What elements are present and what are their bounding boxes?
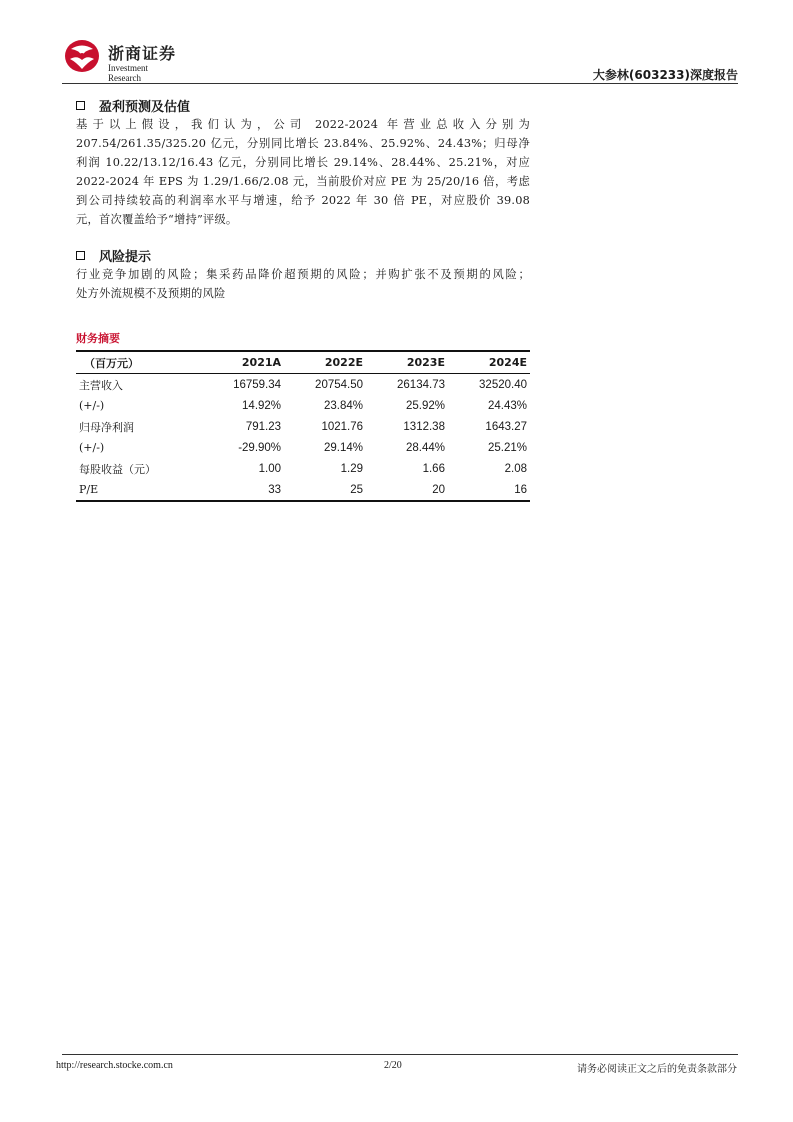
table-cell: 791.23	[245, 420, 282, 433]
footer-url-link[interactable]: http://research.stocke.com.cn	[56, 1060, 173, 1071]
paragraph-line: 207.54/261.35/325.20 亿元，分别同比增长 23.84%、25.92%、24.43%；归母净	[76, 137, 530, 150]
row-label: (+/-)	[79, 441, 105, 454]
paragraph-line: 到公司持续较高的利润率水平与增速，给予 2022 年 30 倍 PE，对应股价 39.08	[76, 194, 530, 207]
logo-mark-icon	[62, 38, 104, 74]
paragraph-line: 基于以上假设，我们认为，公司 2022-2024 年营业总收入分别为	[76, 118, 530, 131]
table-cell: 20	[432, 483, 445, 496]
table-cell: 26134.73	[397, 378, 445, 391]
table-row	[76, 374, 530, 396]
risk-section	[76, 245, 530, 303]
table-cell: 33	[268, 483, 282, 496]
table-cell: 16759.34	[233, 378, 282, 391]
table-cell: 1.66	[422, 462, 445, 475]
paragraph-line: 行业竞争加剧的风险；集采药品降价超预期的风险；并购扩张不及预期的风险；	[76, 268, 530, 281]
column-header: 2023E	[406, 356, 445, 369]
forecast-title: 盈利预测及估值	[99, 99, 191, 115]
table-row	[76, 395, 530, 416]
forecast-section	[76, 95, 530, 229]
page-header	[62, 38, 738, 84]
page-number: 2/20	[384, 1060, 402, 1071]
header-divider	[62, 83, 738, 84]
forecast-paragraph	[76, 115, 530, 229]
bullet-box-icon	[76, 101, 85, 110]
row-label: 每股收益（元）	[79, 462, 156, 476]
column-header: （百万元）	[84, 356, 139, 370]
disclaimer-note: 请务必阅读正文之后的免责条款部分	[577, 1064, 737, 1075]
table-cell: 23.84%	[324, 399, 364, 412]
table-row	[76, 479, 530, 501]
table-cell: 1643.27	[485, 420, 527, 433]
financial-summary-table	[76, 350, 530, 502]
table-cell: 14.92%	[242, 399, 282, 412]
row-label: 主营收入	[79, 378, 123, 392]
logo-chinese-name: 浙商证券	[108, 44, 177, 63]
risk-paragraph	[76, 265, 530, 303]
table-cell: 24.43%	[487, 399, 527, 412]
column-header: 2022E	[324, 356, 364, 369]
table-cell: 29.14%	[324, 441, 364, 454]
row-label: P/E	[79, 483, 99, 496]
row-label: (+/-)	[79, 399, 105, 412]
table-cell: 1.29	[340, 462, 364, 475]
table-cell: 16	[514, 483, 527, 496]
financial-summary-title: 财务摘要	[76, 332, 120, 345]
paragraph-line: 2022-2024 年 EPS 为 1.29/1.66/2.08 元，当前股价对应 PE 为 25/20/16 倍，考虑	[76, 175, 530, 188]
column-header: 2021A	[241, 356, 282, 369]
table-row	[76, 437, 530, 458]
logo-english-name: Investment Research	[108, 63, 148, 83]
bullet-box-icon	[76, 251, 85, 260]
table-row	[76, 458, 530, 479]
paragraph-line: 元，首次覆盖给予“增持”评级。	[76, 213, 238, 226]
risk-heading	[76, 245, 530, 265]
table-cell: 25.21%	[487, 441, 527, 454]
paragraph-line: 处方外流规模不及预期的风险	[76, 287, 226, 300]
table-cell: 1312.38	[403, 420, 445, 433]
table-header-row	[76, 351, 530, 374]
risk-title: 风险提示	[99, 249, 152, 265]
report-title: 大参林(603233)深度报告	[592, 68, 738, 82]
table-cell: 2.08	[504, 462, 527, 475]
table-cell: 1.00	[258, 462, 282, 475]
forecast-heading	[76, 95, 530, 115]
table-cell: 28.44%	[405, 441, 445, 454]
paragraph-line: 利润 10.22/13.12/16.43 亿元，分别同比增长 29.14%、28.44%、25.21%，对应	[76, 156, 530, 169]
table-cell: 20754.50	[315, 378, 364, 391]
table-cell: 25	[350, 483, 364, 496]
column-header: 2024E	[488, 356, 527, 369]
table-cell: 1021.76	[321, 420, 364, 433]
table-cell: -29.90%	[238, 441, 282, 454]
row-label: 归母净利润	[79, 420, 134, 434]
table-cell: 32520.40	[479, 378, 527, 391]
company-logo	[62, 38, 182, 83]
footer-divider	[62, 1054, 738, 1055]
table-row	[76, 416, 530, 437]
table-cell: 25.92%	[405, 399, 445, 412]
